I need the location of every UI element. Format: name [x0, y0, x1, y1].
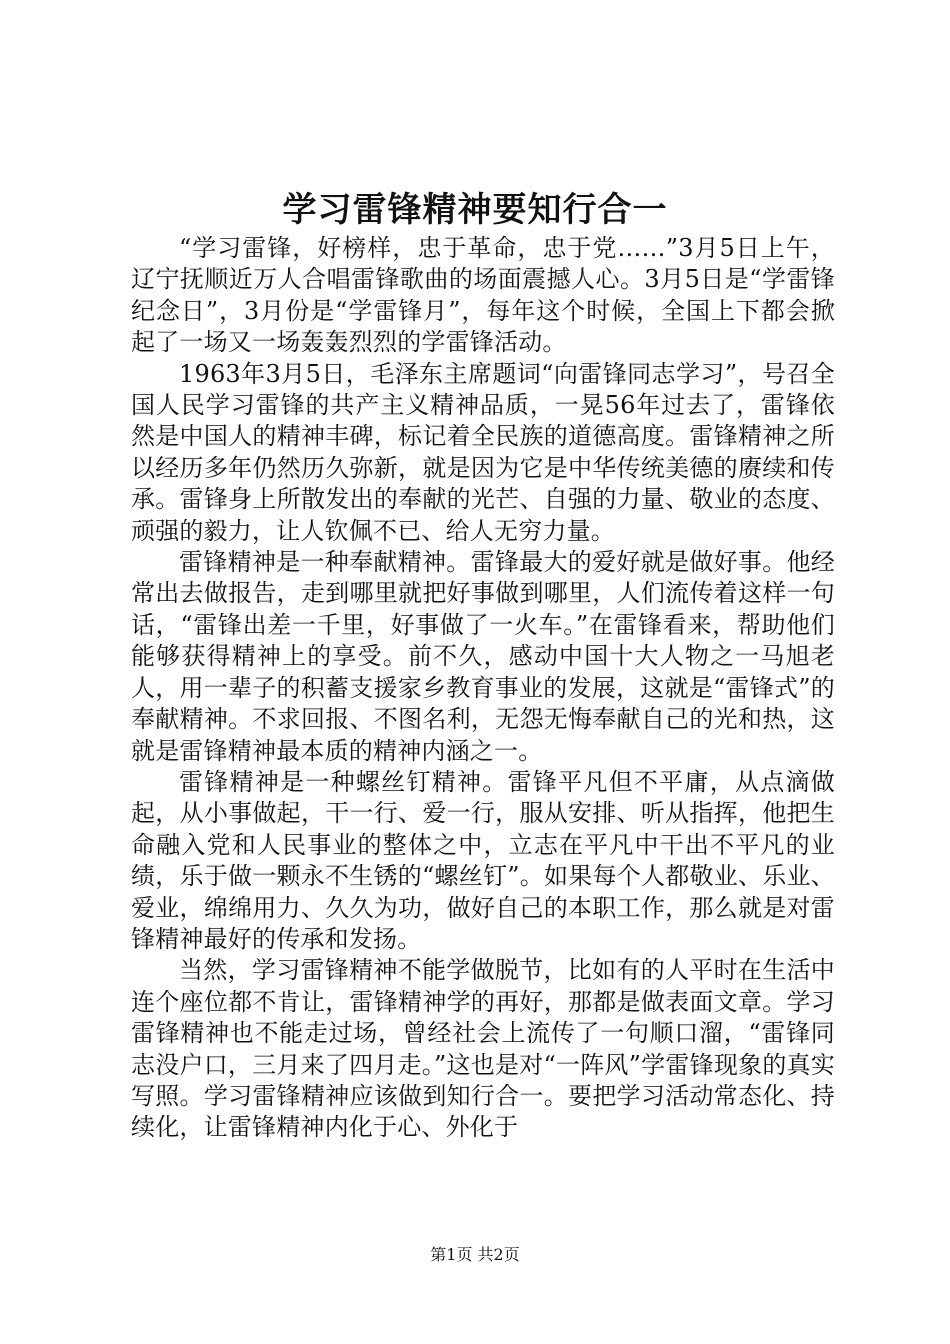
document-body — [131, 233, 835, 1144]
paragraph-4: 雷锋精神是一种螺丝钉精神。雷锋平凡但不平庸，从点滴做起，从小事做起，干一行、爱一行，服从安排、听从指挥，他把生命融入党和人民事业的整体之中，立志在平凡中干出不平凡的业绩，乐于做一颗永不生锈的“螺丝钉”。如果每个人都敬业、乐业、爱业，绵绵用力、久久为功，做好自己的本职工作，那么就是对雷锋精神最好的传承和发扬。 — [131, 767, 835, 953]
paragraph-2: 1963年3月5日，毛泽东主席题词“向雷锋同志学习”，号召全国人民学习雷锋的共产主义精神品质，一晃56年过去了，雷锋依然是中国人的精神丰碑，标记着全民族的道德高度。雷锋精神之所以经历多年仍然历久弥新，就是因为它是中华传统美德的赓续和传承。雷锋身上所散发出的奉献的光芒、自强的力量、敬业的态度、顽强的毅力，让人钦佩不已、给人无穷力量。 — [131, 359, 835, 545]
paragraph-5: 当然，学习雷锋精神不能学做脱节，比如有的人平时在生活中连个座位都不肯让，雷锋精神学的再好，那都是做表面文章。学习雷锋精神也不能走过场，曾经社会上流传了一句顺口溜，“雷锋同志没户口，三月来了四月走。”这也是对“一阵风”学雷锋现象的真实写照。学习雷锋精神应该做到知行合一。要把学习活动常态化、持续化，让雷锋精神内化于心、外化于 — [131, 956, 835, 1142]
document-title: 学习雷锋精神要知行合一 — [282, 190, 668, 230]
page-footer: 第1页 共2页 — [430, 1245, 520, 1264]
paragraph-3: 雷锋精神是一种奉献精神。雷锋最大的爱好就是做好事。他经常出去做报告，走到哪里就把好事做到哪里，人们流传着这样一句话，“雷锋出差一千里，好事做了一火车。”在雷锋看来，帮助他们能够获得精神上的享受。前不久，感动中国十大人物之一马旭老人，用一辈子的积蓄支援家乡教育事业的发展，这就是“雷锋式”的奉献精神。不求回报、不图名利，无怨无悔奉献自己的光和热，这就是雷锋精神最本质的精神内涵之一。 — [131, 548, 835, 765]
paragraph-1: “学习雷锋，好榜样，忠于革命，忠于党……”3月5日上午，辽宁抚顺近万人合唱雷锋歌曲的场面震撼人心。3月5日是“学雷锋纪念日”，3月份是“学雷锋月”，每年这个时候，全国上下都会掀起了一场又一场轰轰烈烈的学雷锋活动。 — [131, 234, 835, 357]
